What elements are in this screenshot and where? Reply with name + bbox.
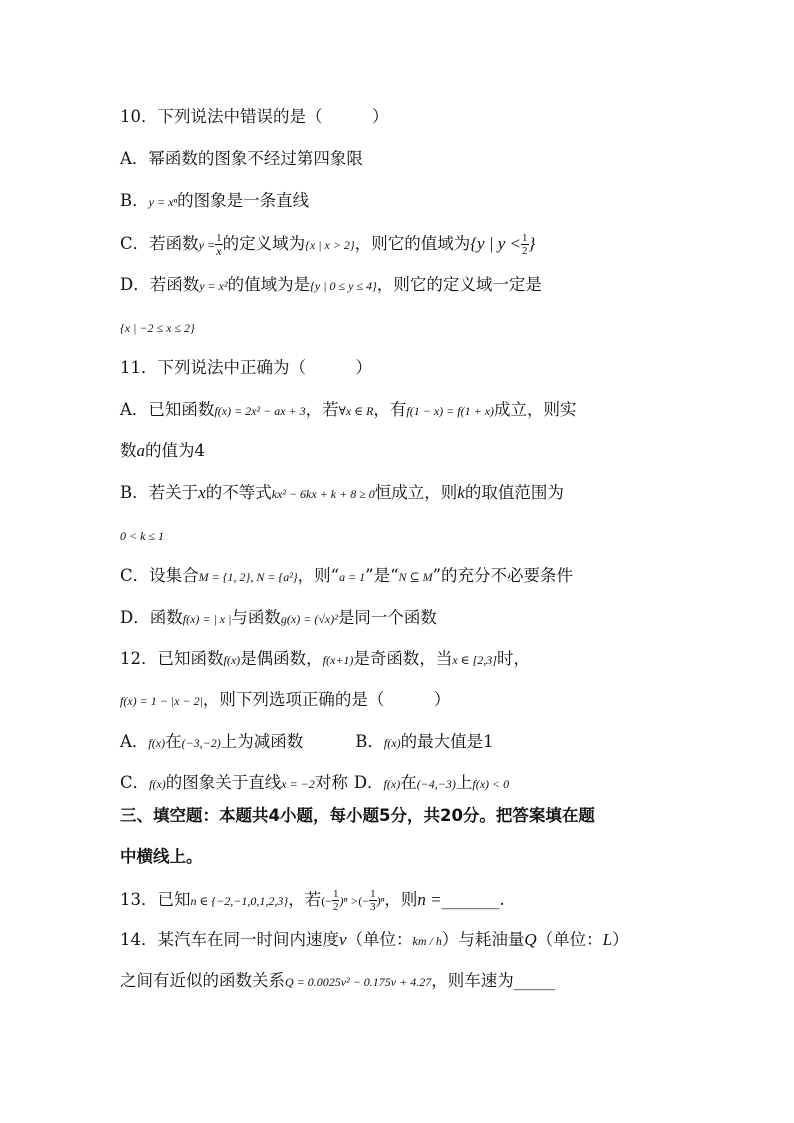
q11-a-expr1: f(x) = 2x² − ax + 3 — [214, 404, 306, 418]
q13-lhs-den: 2 — [332, 901, 339, 913]
q12-d-label: D． — [353, 773, 384, 792]
q13 — [120, 888, 505, 913]
q11-c-text3: ”的充分不必要条件 — [432, 566, 574, 585]
q12-d-t2: 上 — [455, 773, 473, 792]
q14-t2: ）与耗油量 — [441, 930, 525, 949]
q10-d-text2: ，则它的定义域一定是 — [376, 275, 542, 294]
q12-d-interval: (−4,−3) — [416, 777, 456, 791]
q10-c-expr: y = — [198, 238, 216, 252]
q12-a-label: A． — [120, 732, 149, 751]
q10-c-set2-den: 2 — [522, 245, 528, 257]
q10-c-set2-left: {y | y < — [470, 234, 522, 253]
q12-b-text: 的最大值是1 — [400, 732, 494, 751]
q11-option-b — [120, 482, 564, 505]
q11-b-var2: k — [457, 483, 465, 502]
q10-b-text: 的图象是一条直线 — [177, 191, 310, 210]
q11-a-label: A．已知函数 — [120, 400, 215, 419]
q12-d-cond: f(x) < 0 — [472, 777, 510, 791]
q11-c-text1: ，则“ — [297, 566, 340, 585]
q13-lhs-num: 1 — [332, 888, 339, 900]
q11-a-line2-pre: 数 — [120, 441, 137, 460]
q10-option-d-line2 — [120, 316, 195, 339]
q11-a-expr3: f(1 − x) = f(1 + x) — [406, 404, 495, 418]
q12-a-f: f(x) — [148, 736, 166, 750]
section3-heading: 三、填空题：本题共4小题，每小题5分，共20分。把答案填在题 — [120, 806, 595, 825]
q11-b-label: B．若关于 — [120, 483, 199, 502]
q13-rhs-post: )ⁿ — [376, 894, 385, 908]
q12-stem-f: f(x) — [223, 653, 241, 667]
q10-option-a: A．幂函数的图象不经过第四象限 — [120, 149, 363, 168]
q12-a-t2: 上为减函数 — [220, 732, 304, 751]
q11-a-line2-var: a — [136, 441, 145, 460]
q13-lhs-post: )ⁿ > — [339, 894, 359, 908]
q12-stem-t3: 时， — [496, 649, 530, 668]
q13-rhs-num: 1 — [370, 888, 376, 900]
q12-a-t1: 在 — [165, 732, 182, 751]
q10-d-label: D．若函数 — [120, 275, 200, 294]
q11-a-line2-post: 的值为4 — [145, 441, 205, 460]
q10-d-expr: y = x² — [199, 279, 228, 293]
q13-lhs-pre: (− — [321, 894, 332, 908]
q12-stem-pre: 12．已知函数 — [120, 649, 224, 668]
q10-b-label: B． — [120, 191, 149, 210]
q11-option-d — [120, 607, 437, 630]
q10-c-set2-right: } — [528, 234, 536, 253]
q11-b-var: x — [198, 483, 206, 502]
q11-c-expr: M = {1, 2}, N = {a²} — [198, 570, 298, 584]
q11-option-c — [120, 565, 573, 588]
q12-option-c — [120, 773, 348, 792]
q12-options-cd — [120, 772, 509, 795]
q10-c-num: 1 — [216, 232, 222, 244]
q11-option-a — [120, 399, 577, 422]
q10-c-set2-num: 1 — [522, 232, 528, 244]
q12-option-b — [355, 732, 493, 751]
q14-line2-pre: 之间有近似的函数关系 — [120, 971, 285, 990]
q11-a-text1: ，若 — [305, 400, 339, 419]
q11-a-text3: 成立，则实 — [494, 400, 577, 419]
q14-t3: （单位： — [536, 930, 603, 949]
q11-b-text1: 的不等式 — [205, 483, 272, 502]
q10-d-set2: {x | −2 ≤ x ≤ 2} — [120, 321, 195, 335]
q11-option-a-line2 — [120, 440, 205, 462]
q12-stem-cond: x ∈ [2,3] — [452, 653, 497, 667]
q13-n-eq: n = — [417, 890, 442, 909]
section3-heading-line2: 中横线上。 — [120, 847, 203, 866]
q12-c-label: C． — [120, 773, 150, 792]
q14-unit1: km / h — [412, 934, 442, 948]
q10-c-den: x — [216, 244, 222, 258]
q14-v: v — [339, 930, 347, 949]
q13-t2: ，则 — [384, 890, 418, 909]
q11-stem: 11．下列说法中正确为（ ） — [120, 358, 372, 377]
q12-option-d — [354, 773, 509, 792]
q12-c-line: x = −2 — [281, 777, 315, 791]
q13-answer-blank: _______. — [441, 890, 505, 909]
q11-c-cond: a = 1 — [339, 570, 366, 584]
q12-c-t1: 的图象关于直线 — [165, 773, 282, 792]
q11-b-text2: 恒成立，则 — [374, 483, 458, 502]
q10-option-c — [120, 232, 535, 257]
q11-a-text2: ，有 — [373, 400, 407, 419]
q10-c-fraction — [215, 232, 223, 257]
q11-d-label: D．函数 — [120, 608, 183, 627]
q12-option-a — [120, 732, 303, 751]
q14-line2-expr: Q = 0.0025v² − 0.175v + 4.27 — [285, 975, 432, 989]
q11-d-expr2: g(x) = (√x)² — [280, 612, 338, 626]
q14-line2 — [120, 970, 555, 993]
q10-stem: 10．下列说法中错误的是（ ） — [120, 107, 389, 126]
q12-stem-f2: f(x+1) — [322, 653, 354, 667]
q10-c-text2: ，则它的值域为 — [354, 234, 471, 253]
q10-c-set2-fraction — [521, 232, 529, 257]
q10-c-text1: 的定义域为 — [222, 234, 306, 253]
q12-options-ab — [120, 731, 494, 754]
q10-d-text1: 的值域为是 — [227, 275, 311, 294]
q12-a-interval: (−3,−2) — [181, 736, 221, 750]
q11-b-expr: kx² − 6kx + k + 8 ≥ 0 — [271, 487, 375, 501]
q12-stem-t1: 是偶函数， — [240, 649, 323, 668]
q14-unit2: L — [602, 930, 613, 949]
q12-d-t1: 在 — [400, 773, 417, 792]
q13-pre: 13．已知 — [120, 890, 191, 909]
q11-c-label: C．设集合 — [120, 566, 199, 585]
q12-d-f: f(x) — [383, 777, 401, 791]
q14-t4: ） — [612, 930, 629, 949]
q10-d-set1: {y | 0 ≤ y ≤ 4} — [310, 279, 377, 293]
q13-rhs-fraction — [369, 888, 377, 913]
q11-d-expr1: f(x) = | x | — [182, 612, 232, 626]
q10-c-set1: {x | x > 2} — [305, 238, 355, 252]
q12-stem — [120, 648, 530, 671]
q14 — [120, 929, 629, 952]
q14-q: Q — [524, 930, 537, 949]
q14-line2-text: ，则车速为_____ — [431, 971, 555, 990]
q12-b-label: B． — [355, 732, 384, 751]
q11-option-b-line2 — [120, 524, 164, 547]
q12-c-f: f(x) — [149, 777, 166, 791]
q13-rhs-pre: (− — [358, 894, 370, 908]
q10-option-d — [120, 274, 542, 297]
q11-b-text3: 的取值范围为 — [464, 483, 564, 502]
q10-c-label: C．若函数 — [120, 234, 199, 253]
q12-line2-expr: f(x) = 1 − |x − 2| — [120, 694, 203, 708]
q11-d-text2: 是同一个函数 — [337, 608, 437, 627]
q12-c-t2: 对称 — [314, 773, 348, 792]
q11-a-expr2: ∀x ∈ R — [338, 404, 374, 418]
q13-expr1: n ∈ {−2,−1,0,1,2,3} — [190, 894, 289, 908]
q11-b-line2: 0 < k ≤ 1 — [120, 529, 165, 543]
q13-rhs-den: 3 — [370, 901, 376, 913]
q12-stem-t2: 是奇函数，当 — [353, 649, 453, 668]
q14-t1: （单位： — [346, 930, 413, 949]
q11-c-cond2: N ⊆ M — [398, 570, 433, 584]
q10-option-b — [120, 190, 309, 213]
q11-c-text2: ”是“ — [365, 566, 399, 585]
q13-t1: ，若 — [288, 890, 322, 909]
q12-line2-text: ，则下列选项正确的是（ ） — [202, 690, 451, 709]
q10-b-expr: y = xⁿ — [148, 195, 178, 209]
q11-d-text1: 与函数 — [231, 608, 281, 627]
q12-b-f: f(x) — [383, 736, 401, 750]
q14-pre: 14．某汽车在同一时间内速度 — [120, 930, 339, 949]
q12-stem-line2 — [120, 689, 450, 712]
